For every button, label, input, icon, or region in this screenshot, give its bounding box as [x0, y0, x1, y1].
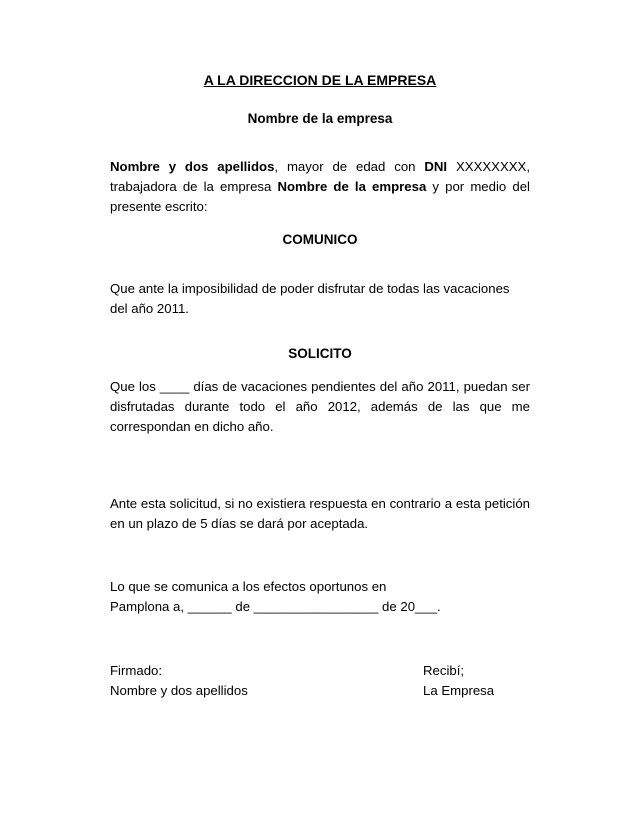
comunico-paragraph: Que ante la imposibilidad de poder disfrutar de todas las vacaciones del año 2011.: [110, 281, 510, 316]
signature-applicant: [110, 661, 248, 701]
dni-label: DNI: [424, 159, 448, 174]
company-name-line: Nombre de la empresa: [247, 111, 393, 126]
comunico-heading: COMUNICO: [282, 232, 358, 247]
received-label: Recibí;: [423, 663, 465, 678]
intro-text-2: trabajadora de la empresa: [110, 179, 278, 194]
solicito-paragraph: Que los ____ días de vacaciones pendientes del año 2011, puedan ser disfrutadas durante todo el año 2012, además de las que me correspondan en dicho año.: [110, 379, 530, 434]
closing-line-1: Lo que se comunica a los efectos oportunos en: [110, 579, 387, 594]
company-name-bold: Nombre de la empresa: [277, 179, 427, 194]
applicant-name: Nombre y dos apellidos: [110, 159, 275, 174]
received-name: La Empresa: [423, 683, 495, 698]
signed-name: Nombre y dos apellidos: [110, 683, 248, 698]
document-title: A LA DIRECCION DE LA EMPRESA: [203, 72, 437, 88]
signed-label: Firmado:: [110, 663, 163, 678]
signature-company: [423, 661, 494, 701]
intro-paragraph: [110, 157, 530, 217]
solicito-heading: SOLICITO: [288, 346, 352, 361]
dni-value: XXXXXXXX,: [447, 159, 531, 174]
closing-paragraph: [110, 577, 530, 617]
intro-text-3: y por medio: [426, 179, 507, 194]
intro-text-1: , mayor de edad con: [274, 159, 425, 174]
intro-text-4: del presente escrito:: [110, 179, 530, 214]
condition-paragraph: Ante esta solicitud, si no existiera respuesta en contrario a esta petición en un plazo de 5 días se dará por aceptada.: [110, 496, 530, 531]
closing-line-2: Pamplona a, ______ de _________________ de 20___.: [110, 599, 441, 614]
